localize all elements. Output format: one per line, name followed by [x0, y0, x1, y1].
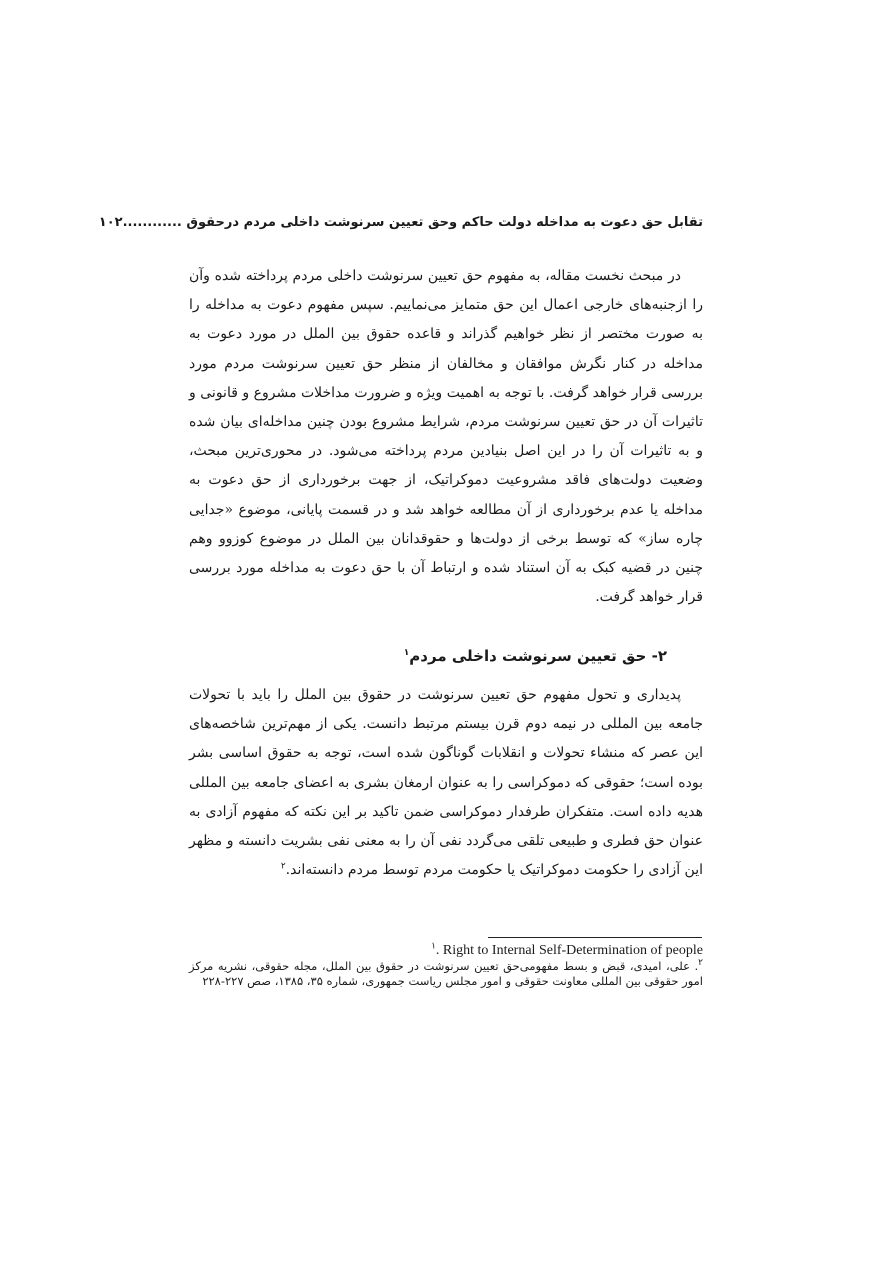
footnote-ref-1: ۱ — [403, 648, 410, 658]
footnote-ref-2: ۲ — [280, 861, 286, 872]
section-body-text: پدیداری و تحول مفهوم حق تعیین سرنوشت در حقوق بین الملل را باید با تحولات جامعه بین المللی در نیمه دوم قرن بیستم مرتبط دانست. یکی از مهم‌ترین شاخصه‌های این عصر که منشاء تحولات و انقلابات گوناگون شده است، توجه به حقوق اساسی بشر بوده است؛ حقوقی که دموکراسی را به عنوان ارمغان بشری به اعضای جامعه بین المللی هدیه داده است. متفکران طرفدار دموکراسی ضمن تاکید بر این نکته که مفهوم آزادی به عنوان حق فطری و طبیعی تلقی می‌گردد نفی آن را به معنی نفی بشریت دانسته و مظهر این آزادی را حکومت دموکراتیک یا حکومت مردم توسط مردم دانسته‌اند. — [189, 687, 703, 879]
footnote-2-text: . علی، امیدی، قبض و بسط مفهومی‌حق تعیین سرنوشت در حقوق بین الملل، مجله حقوقی، نشریه مرکز امور حقوقی بین المللی معاونت حقوقی و امور مجلس ریاست جمهوری، شماره ۳۵، ۱۳۸۵، صص ۲۲۷-۲۲۸ — [189, 959, 703, 988]
footnote-1-marker: ۱ — [431, 940, 436, 951]
section-intro-paragraph: در مبحث نخست مقاله، به مفهوم حق تعیین سرنوشت داخلی مردم پرداخته شده وآن را ازجنبه‌های خارجی اعمال این حق متمایز می‌نماییم. سپس مفهوم دعوت به مداخله را به صورت مختصر از نظر خواهیم گذراند و قاعده حقوق بین الملل در مورد دعوت به مداخله در کنار نگرش موافقان و مخالفان از منظر حق تعیین سرنوشت مردم مورد بررسی قرار خواهد گرفت. با توجه به اهمیت ویژه و ضرورت مداخلات مشروع و قانونی و تاثیرات آن در حق تعیین سرنوشت مردم، شرایط مشروع بودن چنین مداخله‌ای بیان شده و به تاثیرات آن را در این اصل بنیادین مردم پرداخته می‌شود. در محوری‌ترین مبحث، وضعیت دولت‌های فاقد مشروعیت دموکراتیک، از جهت برخورداری از حق دعوت به مداخله یا عدم برخورداری از آن مطالعه خواهد شد و در قسمت پایانی، موضوع «جدایی چاره ساز» که توسط برخی از دولت‌ها و حقوقدانان بین الملل در موضوع کوزوو وهم چنین در قضیه کبک به آن استناد شده و ارتباط آن با حق دعوت به مداخله مورد بررسی قرار خواهد گرفت. — [189, 268, 703, 606]
section-number: ۲- — [651, 647, 667, 665]
section-heading — [189, 642, 703, 670]
footnote-2 — [189, 959, 703, 988]
running-header: تقابل حق دعوت به مداخله دولت حاکم وحق تعیین سرنوشت داخلی مردم درحقوق ............۱۰۲ — [98, 215, 703, 230]
footnote-2-marker: ۲ — [698, 958, 703, 969]
footnote-1-text: . Right to Internal Self-Determination of people — [435, 943, 703, 958]
footnote-divider — [488, 937, 702, 938]
footnote-1 — [189, 942, 703, 959]
section-body-paragraph — [189, 681, 703, 885]
section-title: حق تعیین سرنوشت داخلی مردم — [409, 647, 647, 665]
